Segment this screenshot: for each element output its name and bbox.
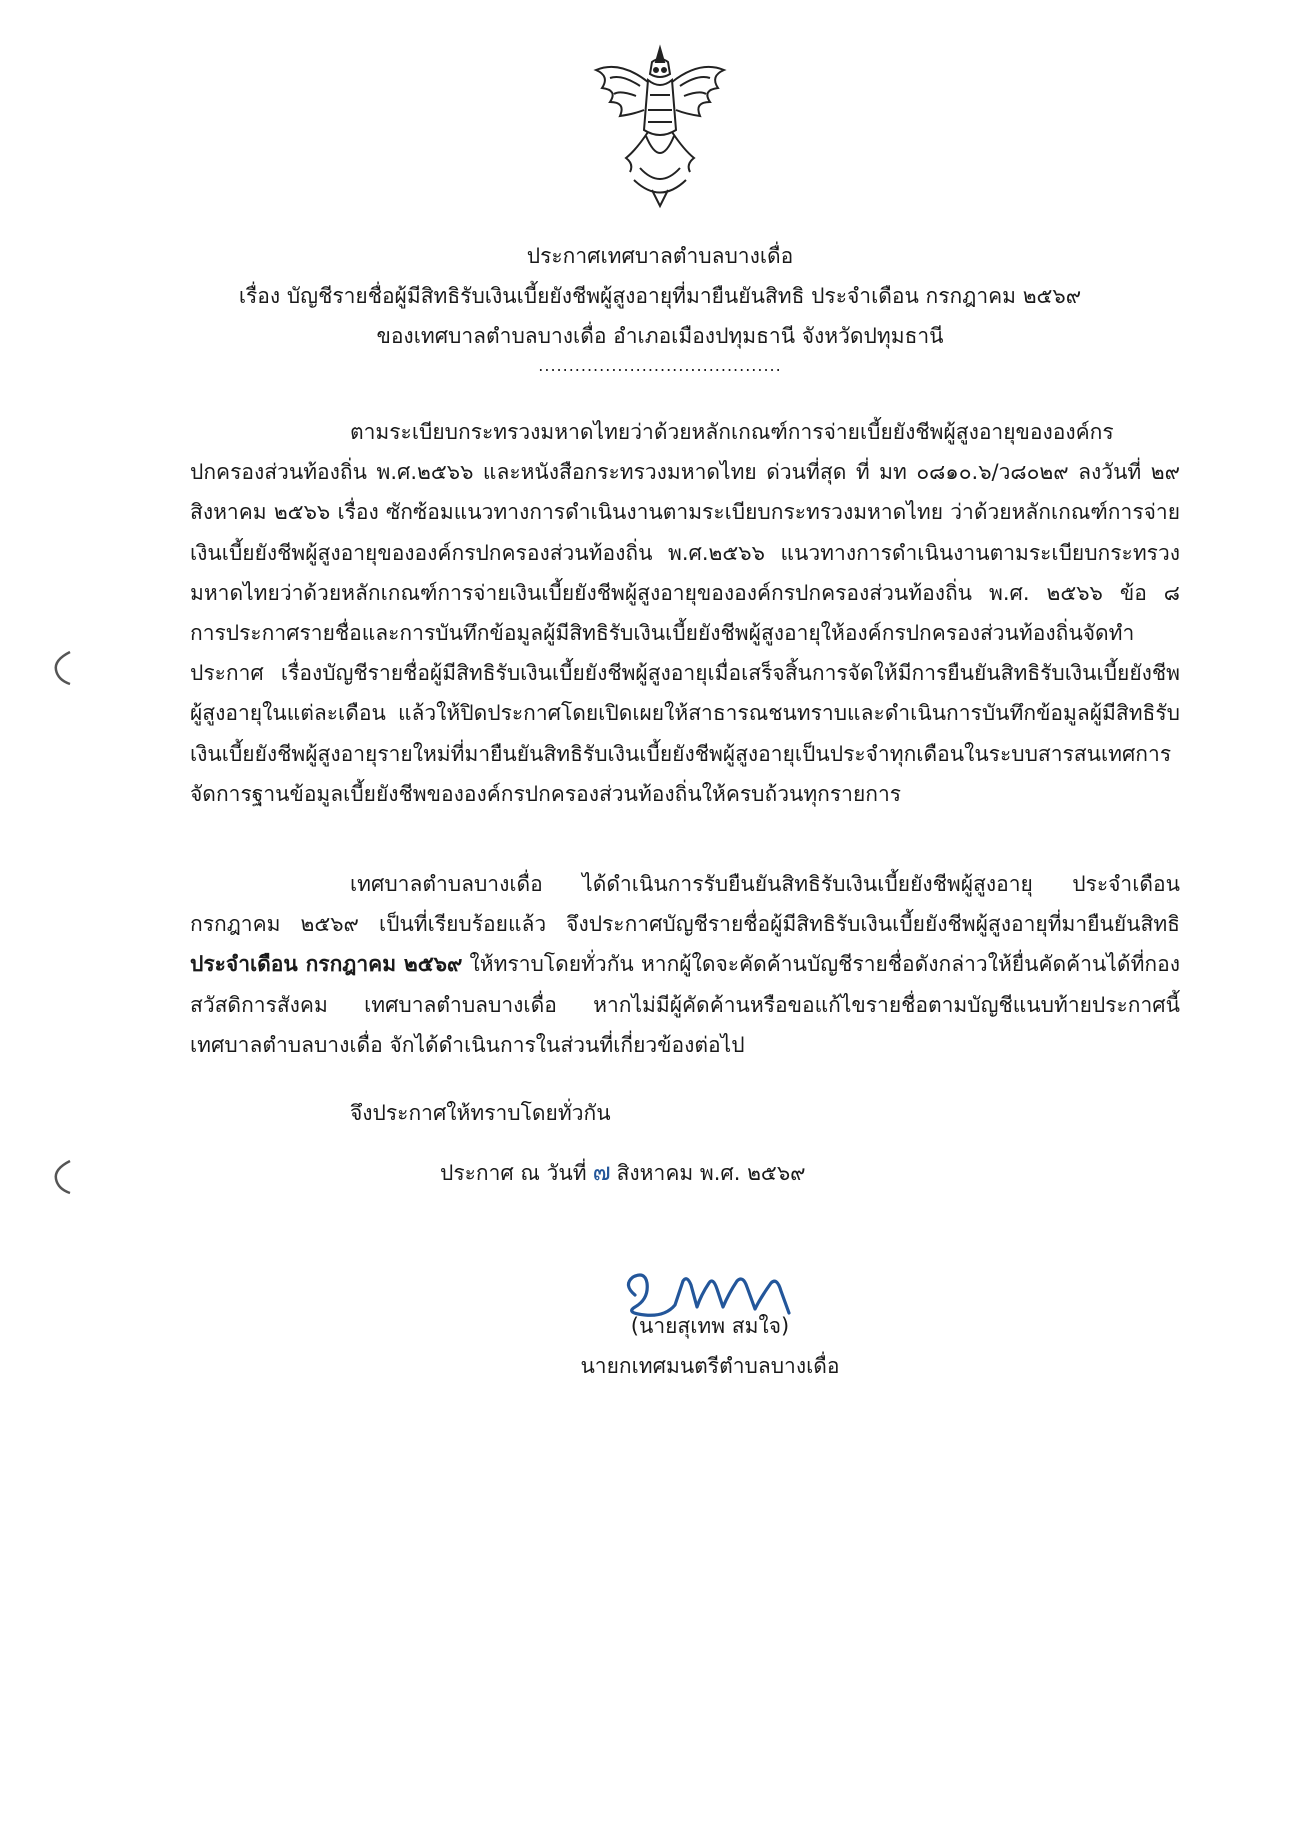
signer-name: (นายสุเทพ สมใจ) — [630, 1314, 790, 1338]
announcement-title: ประกาศเทศบาลตำบลบางเดื่อ — [526, 244, 794, 268]
body-paragraph-1: ตามระเบียบกระทรวงมหาดไทยว่าด้วยหลักเกณฑ์การจ่ายเบี้ยยังชีพผู้สูงอายุขององค์กรปกครองส่วนท้องถิ่น พ.ศ.๒๕๖๖ และหนังสือกระทรวงมหาดไทย ด่วนที่สุด ที่ มท ๐๘๑๐.๖/ว๘๐๒๙ ลงวันที่ ๒๙ สิงหาคม ๒๕๖๖ เรื่อง ซักซ้อมแนวทางการดำเนินงานตามระเบียบกระทรวงมหาดไทย ว่าด้วยหลักเกณฑ์การจ่ายเงินเบี้ยยังชีพผู้สูงอายุขององค์กรปกครองส่วนท้องถิ่น พ.ศ.๒๕๖๖ แนวทางการดำเนินงานตามระเบียบกระทรวงมหาดไทยว่าด้วยหลักเกณฑ์การจ่ายเงินเบี้ยยังชีพผู้สูงอายุขององค์กรปกครองส่วนท้องถิ่น พ.ศ. ๒๕๖๖ ข้อ ๘ การประกาศรายชื่อและการบันทึกข้อมูลผู้มีสิทธิรับเงินเบี้ยยังชีพผู้สูงอายุให้องค์กรปกครองส่วนท้องถิ่นจัดทำประกาศ เรื่องบัญชีรายชื่อผู้มีสิทธิรับเงินเบี้ยยังชีพผู้สูงอายุเมื่อเสร็จสิ้นการจัดให้มีการยืนยันสิทธิรับเงินเบี้ยยังชีพผู้สูงอายุในแต่ละเดือน แล้วให้ปิดประกาศโดยเปิดเผยให้สาธารณชนทราบและดำเนินการบันทึกข้อมูลผู้มีสิทธิรับเงินเบี้ยยังชีพผู้สูงอายุรายใหม่ที่มายืนยันสิทธิรับเงินเบี้ยยังชีพผู้สูงอายุเป็นประจำทุกเดือนในระบบสารสนเทศการจัดการฐานข้อมูลเบี้ยยังชีพขององค์กรปกครองส่วนท้องถิ่นให้ครบถ้วนทุกรายการ — [190, 420, 1180, 806]
punch-hole-mark — [48, 648, 78, 688]
punch-hole-mark — [48, 1157, 78, 1197]
paragraph-2-text-a: เทศบาลตำบลบางเดื่อ ได้ดำเนินการรับยืนยันสิทธิรับเงินเบี้ยยังชีพผู้สูงอายุ ประจำเดือน กรกฎาคม ๒๕๖๙ เป็นที่เรียบร้อยแล้ว จึงประกาศบัญชีรายชื่อผู้มีสิทธิรับเงินเบี้ยยังชีพผู้สูงอายุที่มายืนยันสิทธิ — [190, 872, 1180, 937]
date-suffix: สิงหาคม พ.ศ. ๒๕๖๙ — [616, 1161, 806, 1185]
paragraph-2-text-b: ให้ทราบโดยทั่วกัน หากผู้ใดจะคัดค้านบัญชีรายชื่อดังกล่าวให้ยื่นคัดค้านได้ที่กองสวัสดิการสังคม เทศบาลตำบลบางเดื่อ หากไม่มีผู้คัดค้านหรือขอแก้ไขรายชื่อตามบัญชีแนบท้ายประกาศนี้ เทศบาลตำบลบางเดื่อ จักได้ดำเนินการในส่วนที่เกี่ยวข้องต่อไป — [190, 952, 1180, 1057]
paragraph-2-bold-period: ประจำเดือน กรกฎาคม ๒๕๖๙ — [190, 952, 463, 977]
announcement-subject: เรื่อง บัญชีรายชื่อผู้มีสิทธิรับเงินเบี้ยยังชีพผู้สูงอายุที่มายืนยันสิทธิ ประจำเดือน กรกฎาคม ๒๕๖๙ — [238, 284, 1082, 308]
body-paragraph-2 — [190, 864, 1180, 1065]
signer-title: นายกเทศมนตรีตำบลบางเดื่อ — [580, 1354, 840, 1378]
closing-statement: จึงประกาศให้ทราบโดยทั่วกัน — [350, 1101, 611, 1125]
header-separator: ........................................ — [538, 356, 782, 375]
garuda-emblem-icon — [590, 40, 730, 210]
announcement-organization: ของเทศบาลตำบลบางเดื่อ อำเภอเมืองปทุมธานี จังหวัดปทุมธานี — [376, 324, 944, 348]
date-day-handwritten: ๗ — [592, 1158, 611, 1186]
announcement-date — [440, 1152, 806, 1193]
date-prefix: ประกาศ ณ วันที่ — [440, 1161, 587, 1185]
